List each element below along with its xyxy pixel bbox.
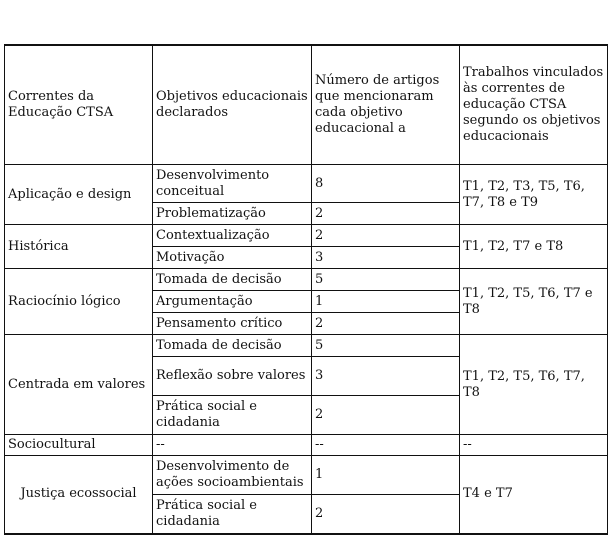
- numero-cell: 1: [312, 456, 460, 495]
- objetivo-cell: Prática social e cidadania: [153, 495, 312, 534]
- table-row: [5, 456, 608, 495]
- table-row: [5, 225, 608, 247]
- corrente-cell: Raciocínio lógico: [5, 269, 153, 335]
- objetivo-cell: Argumentação: [153, 291, 312, 313]
- trabalhos-cell: --: [460, 435, 608, 456]
- table-row: [5, 165, 608, 203]
- educacao-ctsa-table: [4, 44, 608, 535]
- numero-cell: 2: [312, 225, 460, 247]
- numero-cell: 1: [312, 291, 460, 313]
- header-objetivos: Objetivos educacionais declarados: [153, 45, 312, 165]
- trabalhos-cell: T1, T2, T5, T6, T7 e T8: [460, 269, 608, 335]
- numero-cell: --: [312, 435, 460, 456]
- header-row: [5, 45, 608, 165]
- numero-cell: 2: [312, 313, 460, 335]
- objetivo-cell: Desenvolvimento conceitual: [153, 165, 312, 203]
- trabalhos-cell: T1, T2, T7 e T8: [460, 225, 608, 269]
- numero-cell: 3: [312, 247, 460, 269]
- table-row: [5, 435, 608, 456]
- header-trabalhos: Trabalhos vinculados às correntes de educação CTSA segundo os objetivos educacionais: [460, 45, 608, 165]
- corrente-cell: Aplicação e design: [5, 165, 153, 225]
- objetivo-cell: Tomada de decisão: [153, 335, 312, 357]
- numero-cell: 2: [312, 203, 460, 225]
- numero-cell: 2: [312, 495, 460, 534]
- objetivo-cell: Motivação: [153, 247, 312, 269]
- numero-cell: 2: [312, 396, 460, 435]
- corrente-cell: Histórica: [5, 225, 153, 269]
- objetivo-cell: Tomada de decisão: [153, 269, 312, 291]
- numero-cell: 5: [312, 269, 460, 291]
- numero-cell: 8: [312, 165, 460, 203]
- trabalhos-cell: T1, T2, T5, T6, T7, T8: [460, 335, 608, 435]
- trabalhos-cell: T4 e T7: [460, 456, 608, 534]
- objetivo-cell: Prática social e cidadania: [153, 396, 312, 435]
- objetivo-cell: Reflexão sobre valores: [153, 357, 312, 396]
- objetivo-cell: --: [153, 435, 312, 456]
- objetivo-cell: Problematização: [153, 203, 312, 225]
- header-corrente: Correntes da Educação CTSA: [5, 45, 153, 165]
- header-numero: Número de artigos que mencionaram cada objetivo educacional a: [312, 45, 460, 165]
- corrente-cell: Justiça ecossocial: [5, 456, 153, 534]
- objetivo-cell: Contextualização: [153, 225, 312, 247]
- table-row: [5, 335, 608, 357]
- objetivo-cell: Pensamento crítico: [153, 313, 312, 335]
- corrente-cell: Centrada em valores: [5, 335, 153, 435]
- corrente-cell: Sociocultural: [5, 435, 153, 456]
- trabalhos-cell: T1, T2, T3, T5, T6, T7, T8 e T9: [460, 165, 608, 225]
- objetivo-cell: Desenvolvimento de ações socioambientais: [153, 456, 312, 495]
- numero-cell: 5: [312, 335, 460, 357]
- table-row: [5, 269, 608, 291]
- numero-cell: 3: [312, 357, 460, 396]
